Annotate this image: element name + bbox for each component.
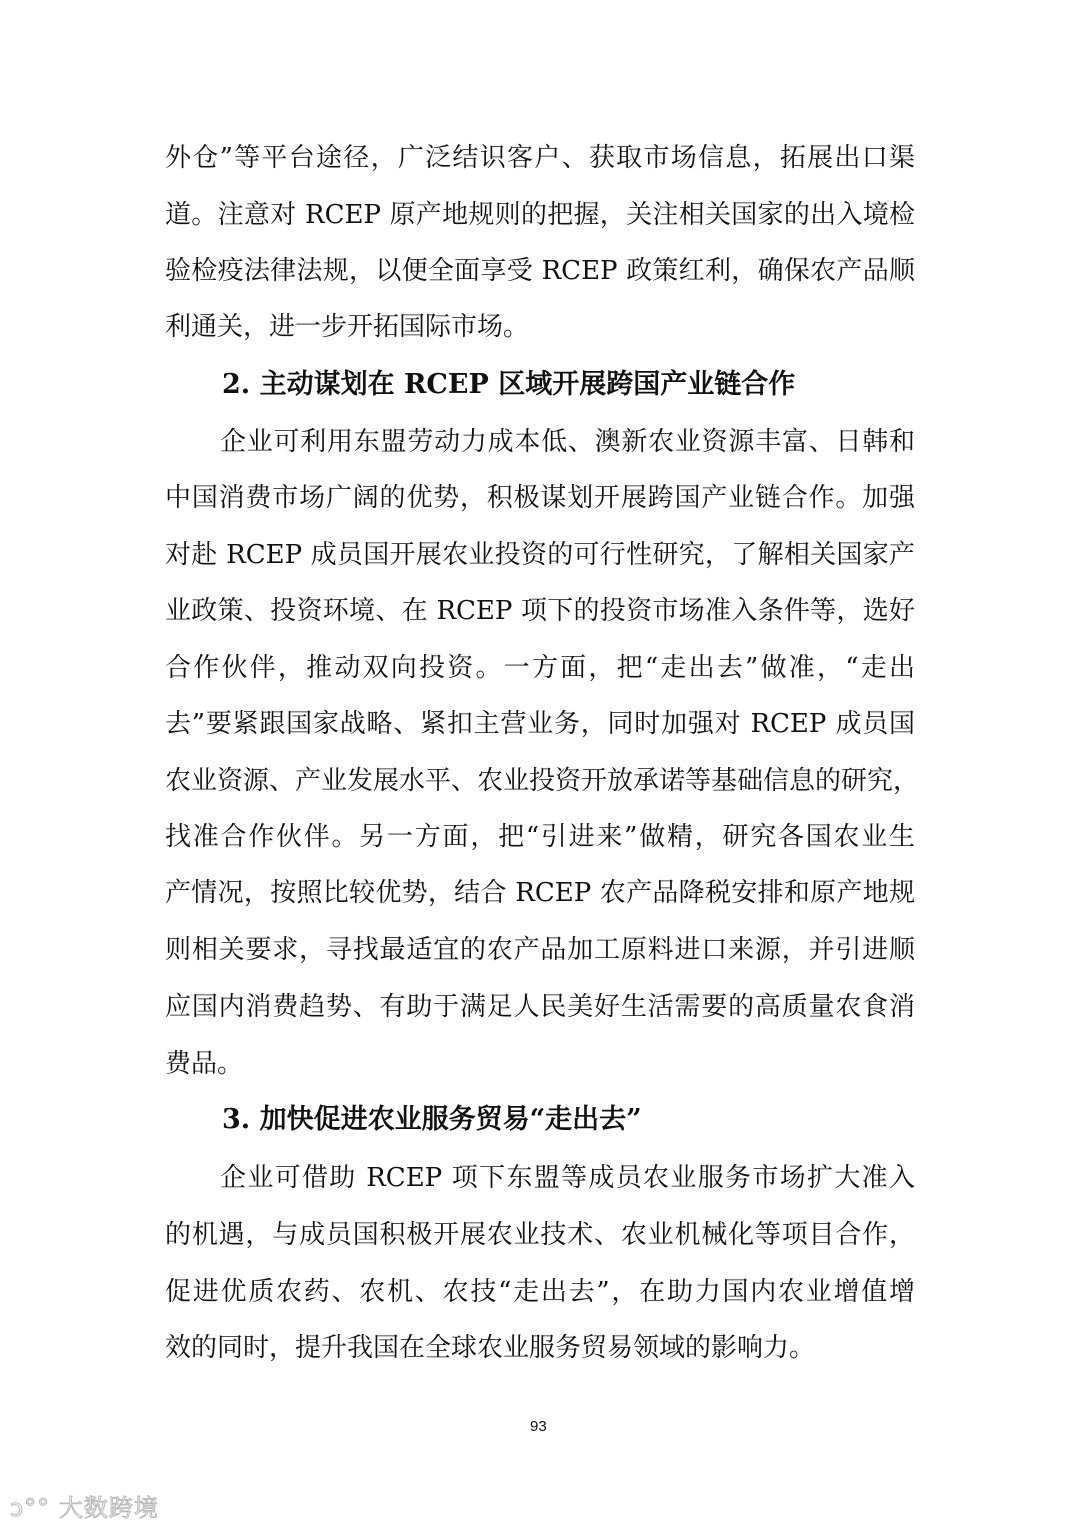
paragraph-line: 合作伙伴，推动双向投资。一方面，把“走出去”做准，“走出 bbox=[165, 653, 915, 683]
watermark-text: 大数跨境 bbox=[58, 1494, 159, 1522]
paragraph-line: 企业可借助 RCEP 项下东盟等成员农业服务市场扩大准入 bbox=[220, 1163, 915, 1193]
paragraph-line: 费品。 bbox=[165, 1049, 244, 1079]
paragraph-line: 去”要紧跟国家战略、紧扣主营业务，同时加强对 RCEP 成员国 bbox=[165, 709, 915, 739]
paragraph-line: 企业可利用东盟劳动力成本低、澳新农业资源丰富、日韩和 bbox=[220, 427, 915, 457]
section-heading-2: 2. 主动谋划在 RCEP 区域开展跨国产业链合作 bbox=[222, 369, 796, 400]
section-heading-3: 3. 加快促进农业服务贸易“走出去” bbox=[222, 1104, 642, 1135]
paragraph-line: 验检疫法律法规，以便全面享受 RCEP 政策红利，确保农产品顺 bbox=[165, 256, 915, 286]
paragraph-line: 则相关要求，寻找最适宜的农产品加工原料进口来源，并引进顺 bbox=[165, 935, 915, 965]
paragraph-line: 农业资源、产业发展水平、农业投资开放承诺等基础信息的研究， bbox=[165, 766, 920, 796]
paragraph-line: 外仓”等平台途径，广泛结识客户、获取市场信息，拓展出口渠 bbox=[165, 143, 915, 173]
paragraph-line: 利通关，进一步开拓国际市场。 bbox=[165, 312, 530, 342]
paragraph-line: 产情况，按照比较优势，结合 RCEP 农产品降税安排和原产地规 bbox=[165, 878, 915, 908]
paragraph-line: 业政策、投资环境、在 RCEP 项下的投资市场准入条件等，选好 bbox=[165, 596, 915, 626]
paragraph-line: 道。注意对 RCEP 原产地规则的把握，关注相关国家的出入境检 bbox=[165, 200, 915, 230]
paragraph-line: 中国消费市场广阔的优势，积极谋划开展跨国产业链合作。加强 bbox=[165, 483, 915, 513]
paragraph-line: 应国内消费趋势、有助于满足人民美好生活需要的高质量农食消 bbox=[165, 992, 915, 1022]
watermark-logo bbox=[10, 1488, 159, 1523]
paragraph-line: 对赴 RCEP 成员国开展农业投资的可行性研究，了解相关国家产 bbox=[165, 540, 915, 570]
paragraph-line: 效的同时，提升我国在全球农业服务贸易领域的影响力。 bbox=[165, 1333, 816, 1363]
paragraph-line: 找准合作伙伴。另一方面，把“引进来”做精，研究各国农业生 bbox=[165, 822, 915, 852]
page-number: 93 bbox=[530, 1418, 547, 1435]
paragraph-line: 的机遇，与成员国积极开展农业技术、农业机械化等项目合作， bbox=[165, 1220, 915, 1250]
watermark-icon: ↄ°° bbox=[10, 1494, 51, 1522]
paragraph-line: 促进优质农药、农机、农技“走出去”，在助力国内农业增值增 bbox=[165, 1277, 915, 1307]
